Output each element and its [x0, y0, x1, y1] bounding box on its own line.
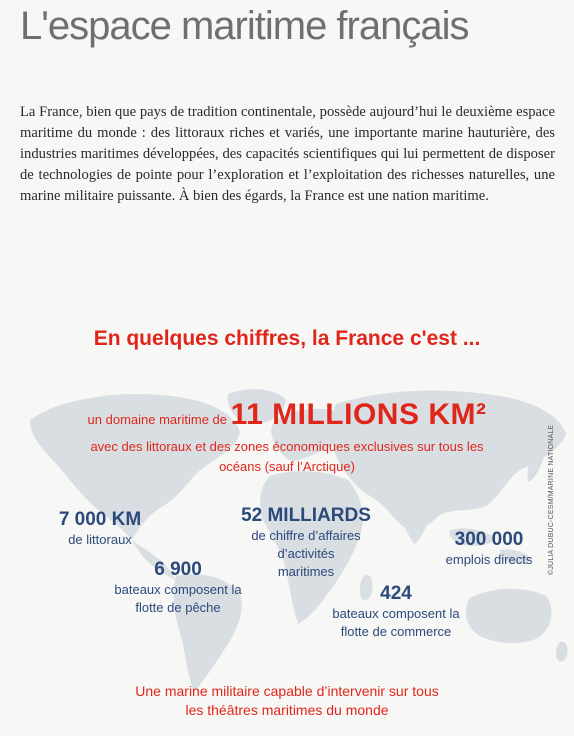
stat-merchant-fleet-value: 424	[380, 583, 412, 604]
stat-fishing-fleet-label: bateaux composent la flotte de pêche	[114, 582, 242, 615]
stat-fishing-fleet	[104, 559, 252, 617]
stat-coastline-label: de littoraux	[68, 532, 132, 547]
stat-coastline-value: 7 000 KM	[58, 509, 142, 530]
stat-fishing-fleet-value: 6 900	[154, 559, 202, 580]
stat-merchant-fleet-label: bateaux composent la flotte de commerce	[332, 606, 460, 639]
intro-paragraph: La France, bien que pays de tradition continentale, possède aujourd’hui le deuxième espace maritime du monde : des littoraux riches et variés, une importante marine hauturière, des industries maritimes développées, des capacités scientifiques qui lui permettent de disposer de technologies de pointe pour l’exploration et l’exploitation des richesses naturelles, une marine militaire puissante. À bien des égards, la France est une nation maritime.	[20, 104, 555, 204]
photo-credit: ©JULIA DUBUC-CESM/MARINE NATIONALE	[548, 424, 555, 575]
maritime-domain-description: avec des littoraux et des zones économiques exclusives sur tous les océans (sauf l’Arctique)	[90, 439, 484, 474]
navy-statement-text: Une marine militaire capable d’intervenir sur tous les théâtres maritimes du monde	[135, 683, 439, 718]
maritime-domain-prefix: un domaine maritime de	[87, 412, 231, 427]
page-title: L'espace maritime français	[20, 4, 469, 48]
stat-jobs	[426, 529, 552, 569]
stat-jobs-value: 300 000	[454, 529, 524, 550]
stat-revenue-label: de chiffre d’affaires d’activités maritimes	[251, 528, 361, 579]
navy-statement	[0, 682, 574, 720]
maritime-domain-headline	[0, 398, 574, 432]
stat-merchant-fleet	[318, 583, 474, 641]
stat-revenue-value: 52 MILLIARDS	[241, 505, 371, 526]
figures-heading: En quelques chiffres, la France c'est ...	[93, 327, 481, 350]
stat-jobs-label: emplois directs	[445, 552, 533, 567]
stat-coastline	[40, 509, 160, 549]
maritime-domain-value: 11 MILLIONS KM²	[230, 398, 487, 431]
